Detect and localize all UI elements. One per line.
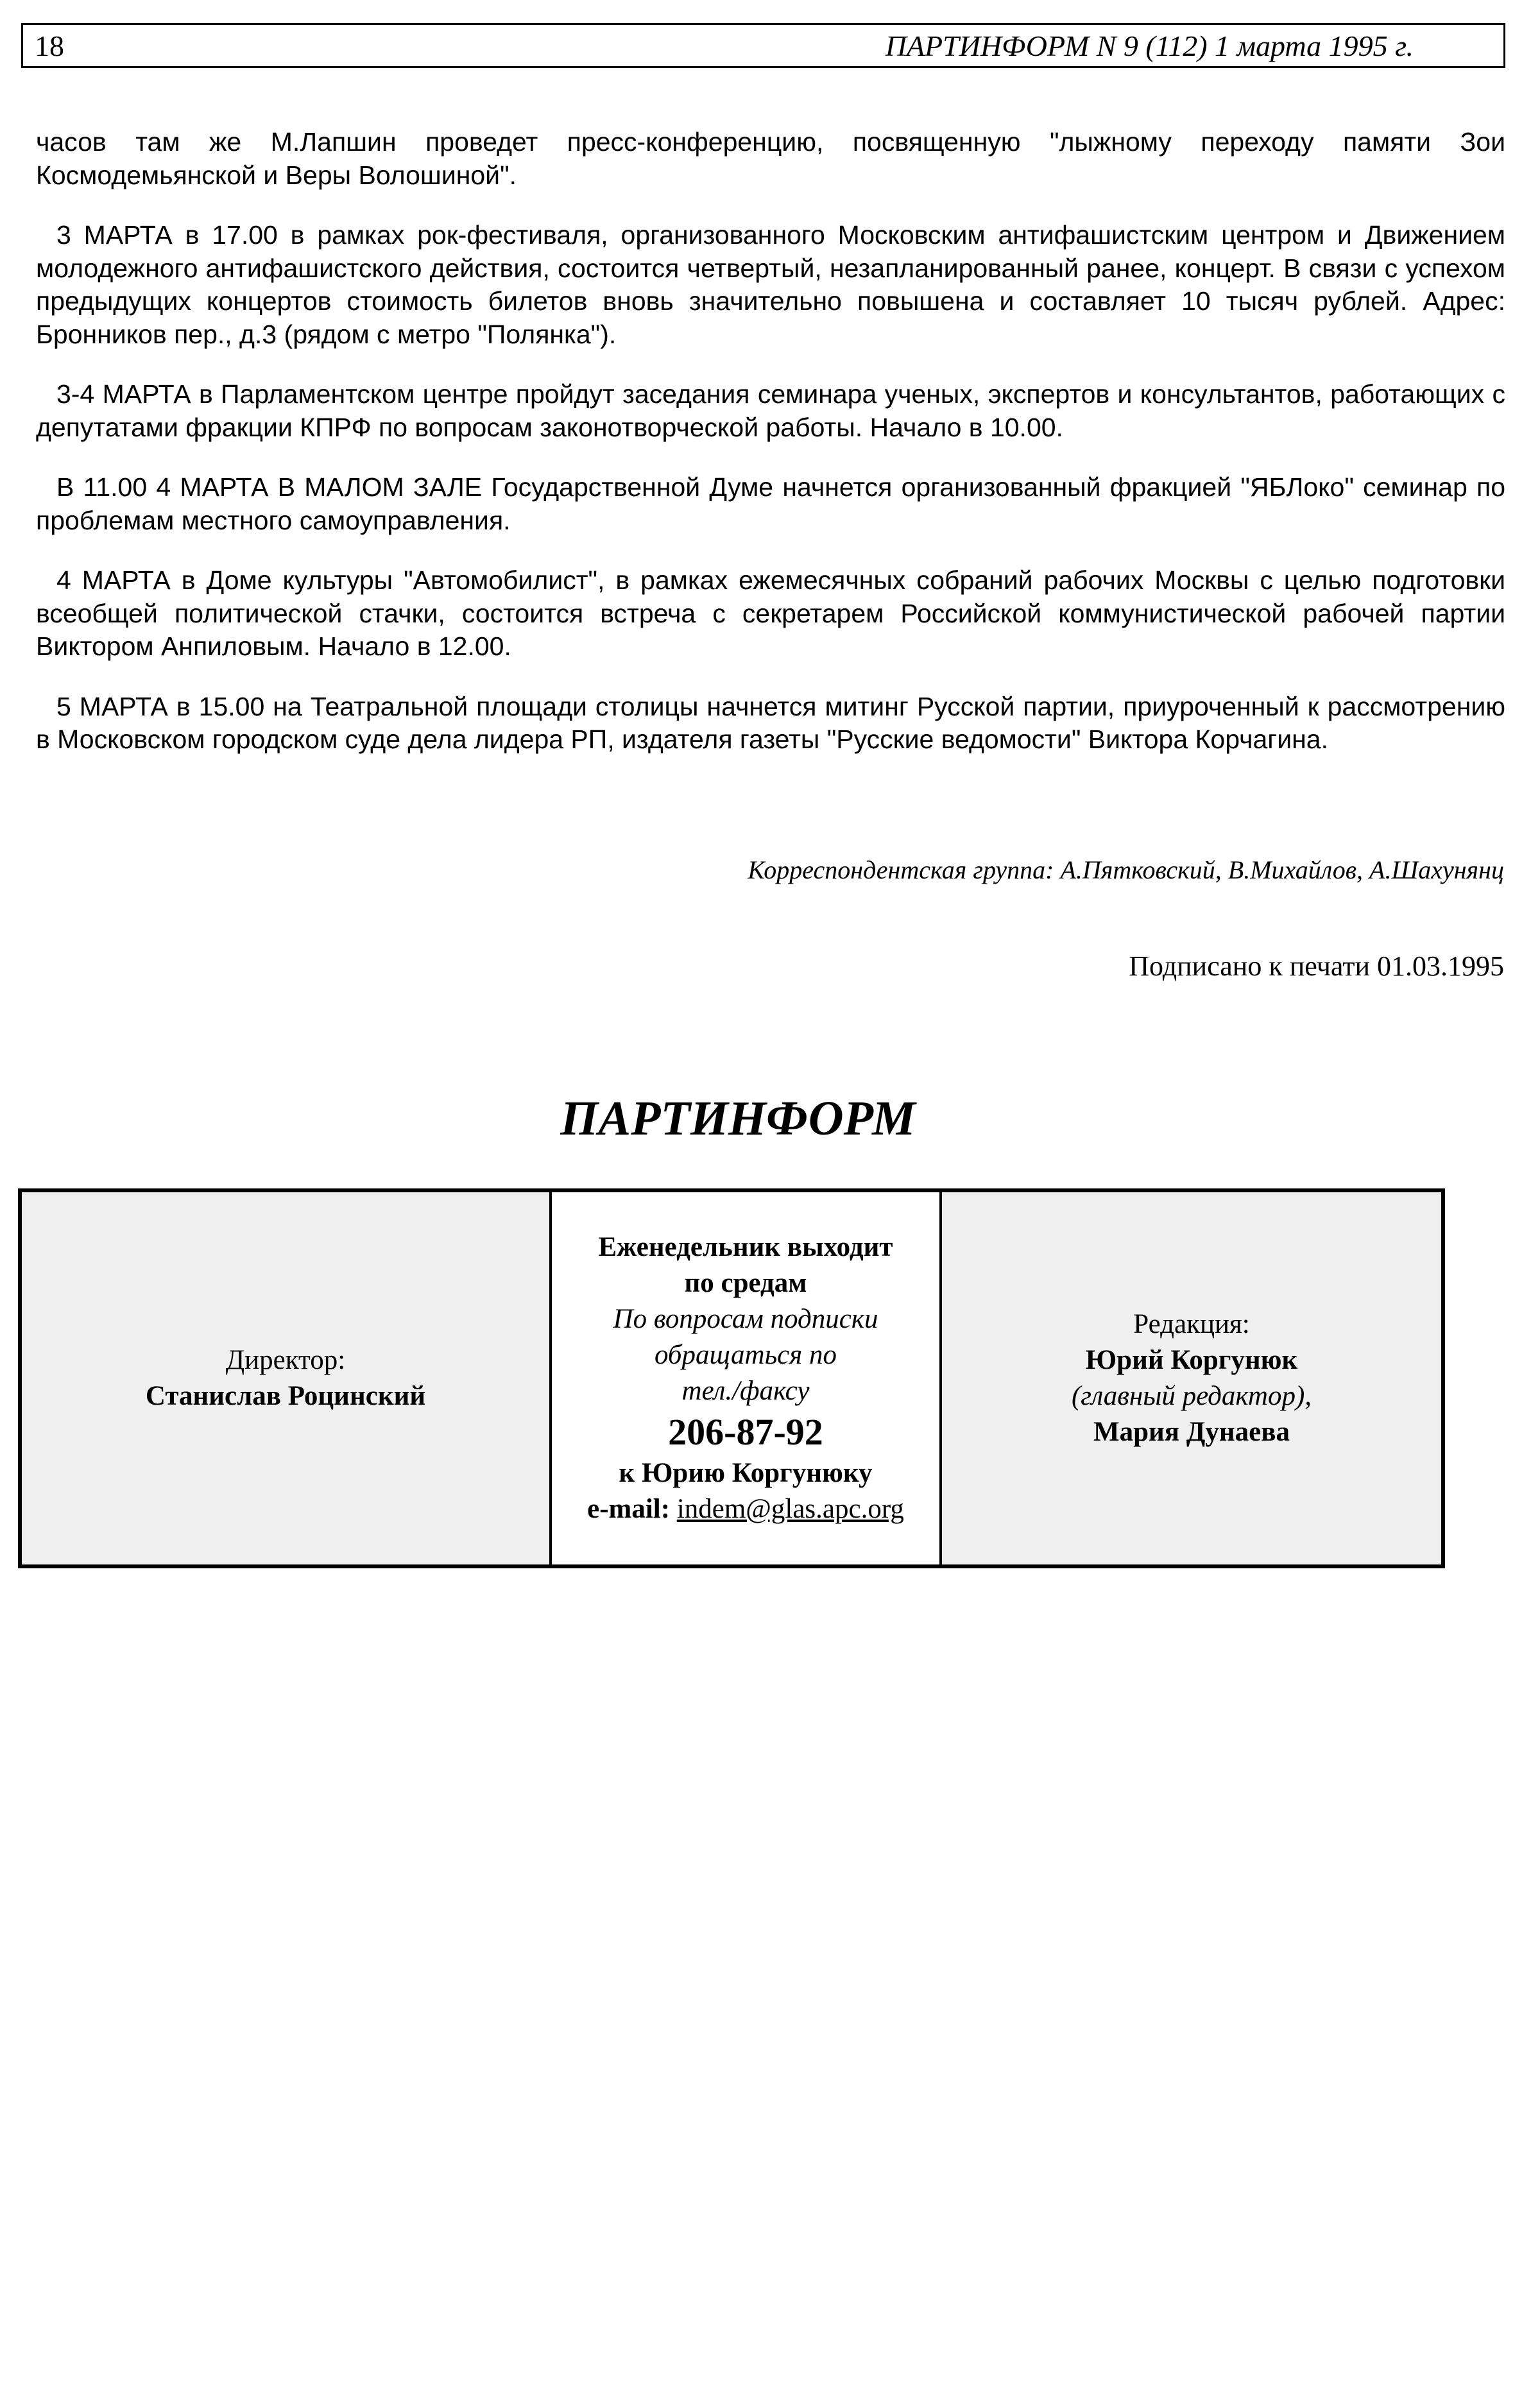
phone-number: 206-87-92 [668, 1411, 823, 1453]
subscription-line: По вопросам подписки [613, 1304, 878, 1334]
paragraph: часов там же М.Лапшин проведет пресс-конференцию, посвященную "лыжному переходу памяти Зои Космодемьянской и Веры Волошиной". [36, 127, 1505, 190]
subscription-line: обращаться по [654, 1340, 837, 1370]
issue-info: ПАРТИНФОРМ N 9 (112) 1 марта 1995 г. [885, 30, 1414, 62]
email-link[interactable]: indem@glas.apc.org [676, 1494, 904, 1524]
director-label: Директор: [225, 1345, 346, 1375]
weekly-line: по средам [684, 1268, 807, 1298]
chief-editor-role: (главный редактор), [1071, 1381, 1312, 1411]
page-header [21, 23, 1505, 68]
weekly-line: Еженедельник выходит [598, 1232, 893, 1262]
email-label: e-mail: [587, 1494, 671, 1524]
paragraph: В 11.00 4 МАРТА В МАЛОМ ЗАЛЕ Государственной Думе начнется организованный фракцией "ЯБЛоко" семинар по проблемам местного самоуправления. [36, 472, 1505, 535]
editor-name: Мария Дунаева [1093, 1417, 1290, 1447]
imprint-box [18, 1188, 1445, 1568]
paragraph: 5 МАРТА в 15.00 на Театральной площади столицы начнется митинг Русской партии, приуроченный к рассмотрению в Московском городском суде дела лидера РП, издателя газеты "Русские ведомости" Виктора Корчагина. [36, 691, 1505, 754]
masthead-title: ПАРТИНФОРМ [560, 1092, 916, 1145]
paragraph: 3 МАРТА в 17.00 в рамках рок-фестиваля, организованного Московским антифашистским центром и Движением молодежного антифашистского действия, состоится четвертый, незапланированный ранее, концерт. В связи с успехом предыдущих концертов стоимость билетов вновь значительно повышена и составляет 10 тысяч рублей. Адрес: Бронников пер., д.3 (рядом с метро "Полянка"). [36, 220, 1505, 349]
subscription-line: тел./факсу [681, 1376, 810, 1406]
director-name: Станислав Роцинский [145, 1381, 426, 1411]
article-body [36, 126, 1505, 784]
correspondents-signature: Корреспондентская группа: А.Пятковский, В.Михайлов, А.Шахунянц [748, 855, 1504, 884]
subscription-cell [552, 1192, 942, 1564]
editorial-cell [942, 1192, 1441, 1564]
editorial-label: Редакция: [1133, 1309, 1250, 1339]
director-cell [22, 1192, 552, 1564]
page-number: 18 [35, 30, 64, 62]
paragraph: 3-4 МАРТА в Парламентском центре пройдут заседания семинара ученых, экспертов и консультантов, работающих с депутатами фракции КПРФ по вопросам законотворческой работы. Начало в 10.00. [36, 379, 1505, 442]
paragraph: 4 МАРТА в Доме культуры "Автомобилист", в рамках ежемесячных собраний рабочих Москвы с целью подготовки всеобщей политической стачки, состоится встреча с секретарем Российской коммунистической рабочей партии Виктором Анпиловым. Начало в 12.00. [36, 565, 1505, 661]
chief-editor: Юрий Коргунюк [1085, 1345, 1298, 1375]
contact-person: к Юрию Коргунюку [619, 1458, 873, 1488]
email-line [587, 1491, 904, 1527]
signed-to-print: Подписано к печати 01.03.1995 [1129, 950, 1504, 982]
